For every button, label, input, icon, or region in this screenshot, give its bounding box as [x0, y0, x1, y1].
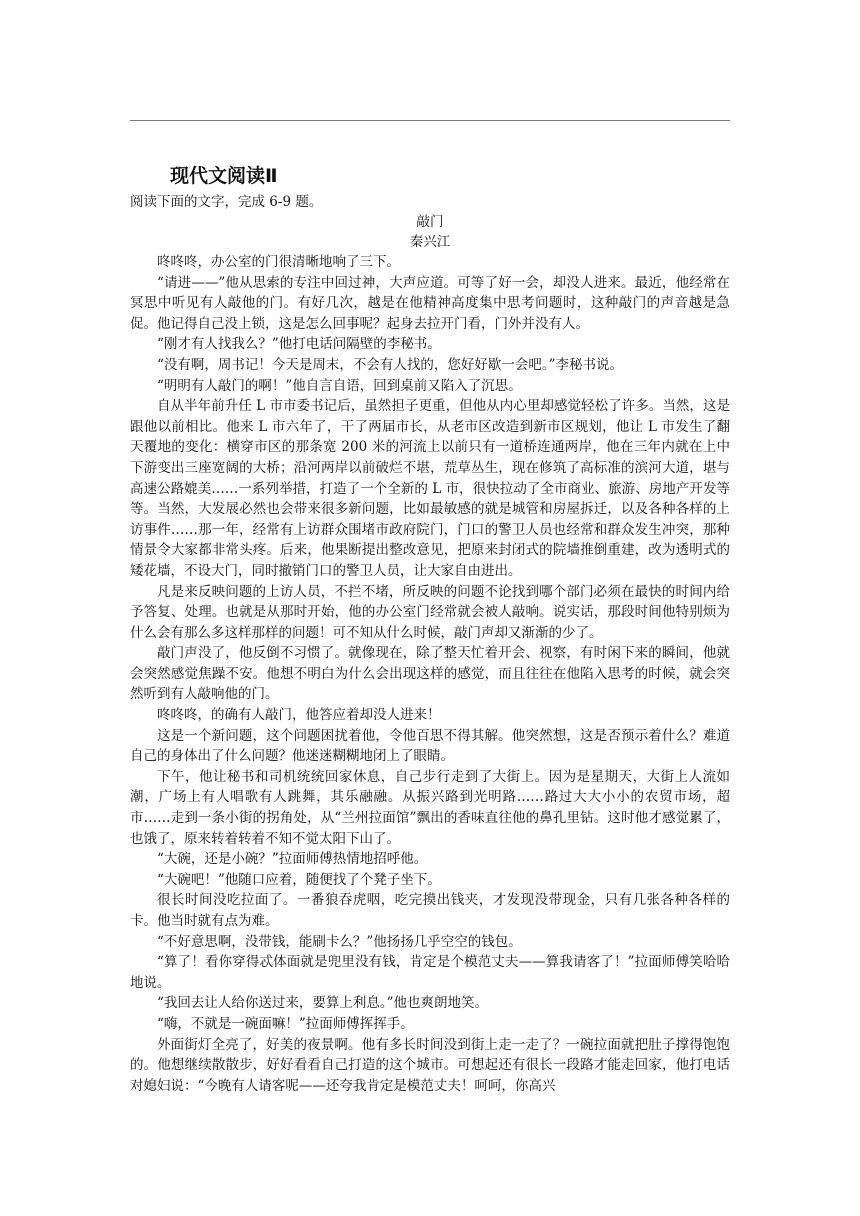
- paragraph: 下午，他让秘书和司机统统回家休息，自己步行走到了大街上。因为是星期天，大街上人流如潮，广场上有人唱歌有人跳舞，其乐融融。从振兴路到光明路……路过大大小小的农贸市场，超市……走到一条小街的拐角处，从“兰州拉面馆”飘出的香味直往他的鼻孔里钻。这时他才感觉累了，也饿了，原来转着转着不知不觉太阳下山了。: [130, 768, 730, 847]
- paragraph: 咚咚咚，办公室的门很清晰地响了三下。: [157, 254, 400, 270]
- paragraph: 外面街灯全亮了，好美的夜景啊。他有多长时间没到街上走一走了？一碗拉面就把肚子撑得饱饱的。他想继续散散步，好好看看自己打造的这个城市。可想起还有很长一段路才能走回家，他打电话对媳妇说：“今晚有人请客呢——还夸我肯定是模范丈夫！呵呵，你高兴: [130, 1036, 730, 1094]
- paragraph: 自从半年前升任 L 市市委书记后，虽然担子更重，但他从内心里却感觉轻松了许多。当然，这是跟他以前相比。他来 L 市六年了，干了两届市长，从老市区改造到新市区规划，他让 L 市发生了翻天覆地的变化：横穿市区的那条宽 200 米的河流上以前只有一道桥连通两岸，他在三年内就在上中下游变出三座宽阔的大桥；沿河两岸以前破烂不堪，荒草丛生，现在修筑了高标准的滨河大道，堪与高速公路媲美……一系列举措，打造了一个全新的 L 市，很快拉动了全市商业、旅游、房地产开发等等。当然，大发展必然也会带来很多新问题，比如最敏感的就是城管和房屋拆迁，以及各种各样的上访事件……那一年，经常有上访群众围堵市政府院门，门口的警卫人员也经常和群众发生冲突，那种情景令大家都非常头疼。后来，他果断提出整改意见，把原来封闭式的院墙推倒重建，改为透明式的矮花墙，不设大门，同时撤销门口的警卫人员，让大家自由进出。: [130, 398, 730, 579]
- paragraph: 很长时间没吃拉面了。一番狼吞虎咽，吃完摸出钱夹，才发现没带现金，只有几张各种各样的卡。他当时就有点为难。: [130, 892, 730, 929]
- paragraph: “请进——”他从思索的专注中回过神，大声应道。可等了好一会，却没人进来。最近，他经常在冥思中听见有人敲他的门。有好几次，越是在他精神高度集中思考问题时，这种敲门的声音越是急促。他记得自己没上锁，这是怎么回事呢？起身去拉开门看，门外并没有人。: [130, 274, 730, 332]
- paragraph: “没有啊，周书记！今天是周末，不会有人找的，您好好歇一会吧。”李秘书说。: [157, 356, 624, 373]
- paragraph: “刚才有人找我么？”他打电话问隔壁的李秘书。: [157, 336, 441, 353]
- document-body: [130, 160, 730, 1096]
- section-title: 现代文阅读Ⅱ: [170, 165, 278, 187]
- paragraph: 咚咚咚，的确有人敲门，他答应着却没人进来！: [157, 707, 441, 724]
- paragraph: “明明有人敲门的啊！”他自言自语，回到桌前又陷入了沉思。: [157, 377, 522, 394]
- paragraph: “大碗吧！”他随口应着，随便找了个凳子坐下。: [157, 871, 441, 888]
- paragraph: 敲门声没了，他反倒不习惯了。就像现在，除了整天忙着开会、视察，有时闲下来的瞬间，他就会突然感觉焦躁不安。他想不明白为什么会出现这样的感觉，而且往往在他陷入思考的时候，就会突然听到有人敲响他的门。: [130, 645, 730, 703]
- instruction-text: 阅读下面的文字，完成 6-9 题。: [130, 194, 323, 210]
- paragraph: 这是一个新问题，这个问题困扰着他，令他百思不得其解。他突然想，这是否预示着什么？难道自己的身体出了什么问题？他迷迷糊糊地闭上了眼睛。: [130, 727, 730, 765]
- paragraph: “大碗，还是小碗？”拉面师傅热情地招呼他。: [157, 851, 428, 868]
- article-author: 秦兴江: [409, 234, 451, 250]
- paragraph: “算了！看你穿得忒体面就是兜里没有钱，肯定是个模范丈夫——算我请客了！”拉面师傅笑哈哈地说。: [130, 954, 730, 991]
- paragraph: 凡是来反映问题的上访人员，不拦不堵，所反映的问题不论找到哪个部门必须在最快的时间内给予答复、处理。也就是从那时开始，他的办公室门经常就会被人敲响。说实话，那段时间他特别烦为什么会有那么多这样那样的问题！可不知从什么时候，敲门声却又渐渐的少了。: [130, 583, 730, 641]
- paragraph: “不好意思啊，没带钱，能刷卡么？”他扬扬几乎空空的钱包。: [157, 933, 522, 950]
- paragraph: “我回去让人给你送过来，要算上利息。”他也爽朗地笑。: [157, 995, 489, 1012]
- article-title: 敲门: [416, 214, 444, 230]
- header-rule: [130, 120, 730, 121]
- paragraph: “嗨，不就是一碗面嘛！”拉面师傅挥挥手。: [157, 1015, 414, 1032]
